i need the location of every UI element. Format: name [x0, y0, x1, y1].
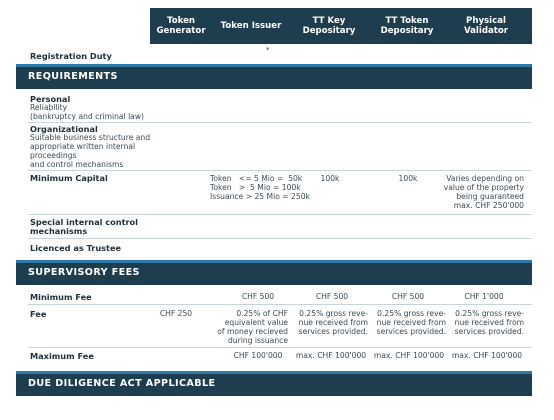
check-icon	[400, 399, 414, 413]
row-label-licenced-trustee: Licenced as Trustee	[30, 243, 122, 253]
column-header-token-issuer: Token Issuer	[220, 21, 282, 31]
check-icon	[400, 48, 414, 62]
fee-tt-key-depositary: 0.25% gross reve- nue received from services provided.	[298, 309, 368, 336]
check-icon	[478, 124, 492, 138]
column-header-row	[0, 0, 554, 44]
max-fee-token-issuer: CHF 100'000	[233, 351, 283, 360]
check-icon	[478, 48, 492, 62]
check-icon	[478, 94, 492, 108]
check-icon	[324, 219, 338, 233]
min-fee-tt-token-depositary: CHF 500	[391, 292, 425, 301]
row-divider	[28, 170, 532, 171]
max-fee-tt-token-depositary: max. CHF 100'000	[373, 351, 445, 360]
fee-token-issuer: 0.25% of CHF equivalent value of money recieved during issuance	[217, 309, 288, 345]
check-icon	[478, 219, 492, 233]
check-icon	[250, 124, 264, 138]
fee-tt-token-depositary: 0.25% gross reve- nue received from services provided.	[376, 309, 446, 336]
check-icon	[250, 48, 264, 62]
footnote-mark: *	[266, 46, 270, 54]
row-divider	[28, 214, 532, 215]
check-icon	[174, 94, 188, 108]
capital-tt-key-depositary: 100k	[320, 174, 340, 183]
check-icon	[174, 48, 188, 62]
row-label-maximum-fee: Maximum Fee	[30, 351, 94, 361]
check-icon	[250, 94, 264, 108]
column-header-physical-validator: Physical Validator	[463, 16, 509, 36]
column-header-token-generator: Token Generator	[156, 16, 206, 36]
check-icon	[174, 219, 188, 233]
min-fee-physical-validator: CHF 1'000	[464, 292, 504, 301]
capital-token-issuer: Token <= 5 Mio = 50k Token > 5 Mio = 100k Issuance > 25 Mio = 250k	[210, 174, 310, 201]
min-fee-tt-key-depositary: CHF 500	[315, 292, 349, 301]
check-icon	[324, 399, 338, 413]
check-icon	[400, 94, 414, 108]
capital-physical-validator: Varies depending on value of the property being guaranteed max. CHF 250'000	[443, 174, 524, 210]
fee-physical-validator: 0.25% gross reve- nue received from services provided.	[454, 309, 524, 336]
section-requirements	[16, 64, 532, 89]
cross-icon	[174, 175, 188, 189]
cross-icon	[478, 241, 492, 255]
row-divider	[28, 347, 532, 348]
row-label-personal: Personal	[30, 94, 71, 104]
check-icon	[324, 48, 338, 62]
row-divider	[28, 304, 532, 305]
row-label-organizational: Organizational	[30, 124, 98, 134]
row-label-minimum-fee: Minimum Fee	[30, 292, 92, 302]
section-title: DUE DILIGENCE ACT APPLICABLE	[28, 378, 216, 389]
max-fee-tt-key-depositary: max. CHF 100'000	[295, 351, 367, 360]
cross-icon	[174, 399, 188, 413]
row-label-fee: Fee	[30, 309, 47, 319]
row-divider	[28, 238, 532, 239]
check-icon	[250, 219, 264, 233]
check-icon	[400, 219, 414, 233]
check-icon	[174, 124, 188, 138]
row-label-minimum-capital: Minimum Capital	[30, 173, 108, 183]
check-icon	[400, 124, 414, 138]
row-label-special-internal: Special internal control mechanisms	[30, 217, 138, 236]
column-header-tt-token-depositary: TT Token Depositary	[380, 16, 434, 36]
max-fee-physical-validator: max. CHF 100'000	[451, 351, 523, 360]
cross-icon	[250, 241, 264, 255]
check-icon	[324, 124, 338, 138]
row-sub-personal: Reliability (bankruptcy and criminal law)	[30, 103, 145, 121]
fee-token-generator: CHF 250	[159, 309, 193, 318]
cross-icon	[400, 241, 414, 255]
min-fee-token-issuer: CHF 500	[241, 292, 275, 301]
cross-icon	[324, 241, 338, 255]
section-due-diligence	[16, 371, 532, 396]
section-title: SUPERVISORY FEES	[28, 267, 140, 278]
check-icon	[250, 399, 264, 413]
cross-icon	[174, 241, 188, 255]
row-label-registration-duty: Registration Duty	[30, 51, 112, 61]
row-sub-organizational: Suitable business structure and appropriate written internal proceedings and control mechanisms	[30, 133, 151, 169]
section-title: REQUIREMENTS	[28, 71, 118, 82]
capital-tt-token-depositary: 100k	[398, 174, 418, 183]
check-icon	[478, 399, 492, 413]
row-divider	[28, 122, 532, 123]
column-header-tt-key-depositary: TT Key Depositary	[302, 16, 356, 36]
check-icon	[324, 94, 338, 108]
section-supervisory-fees	[16, 260, 532, 285]
